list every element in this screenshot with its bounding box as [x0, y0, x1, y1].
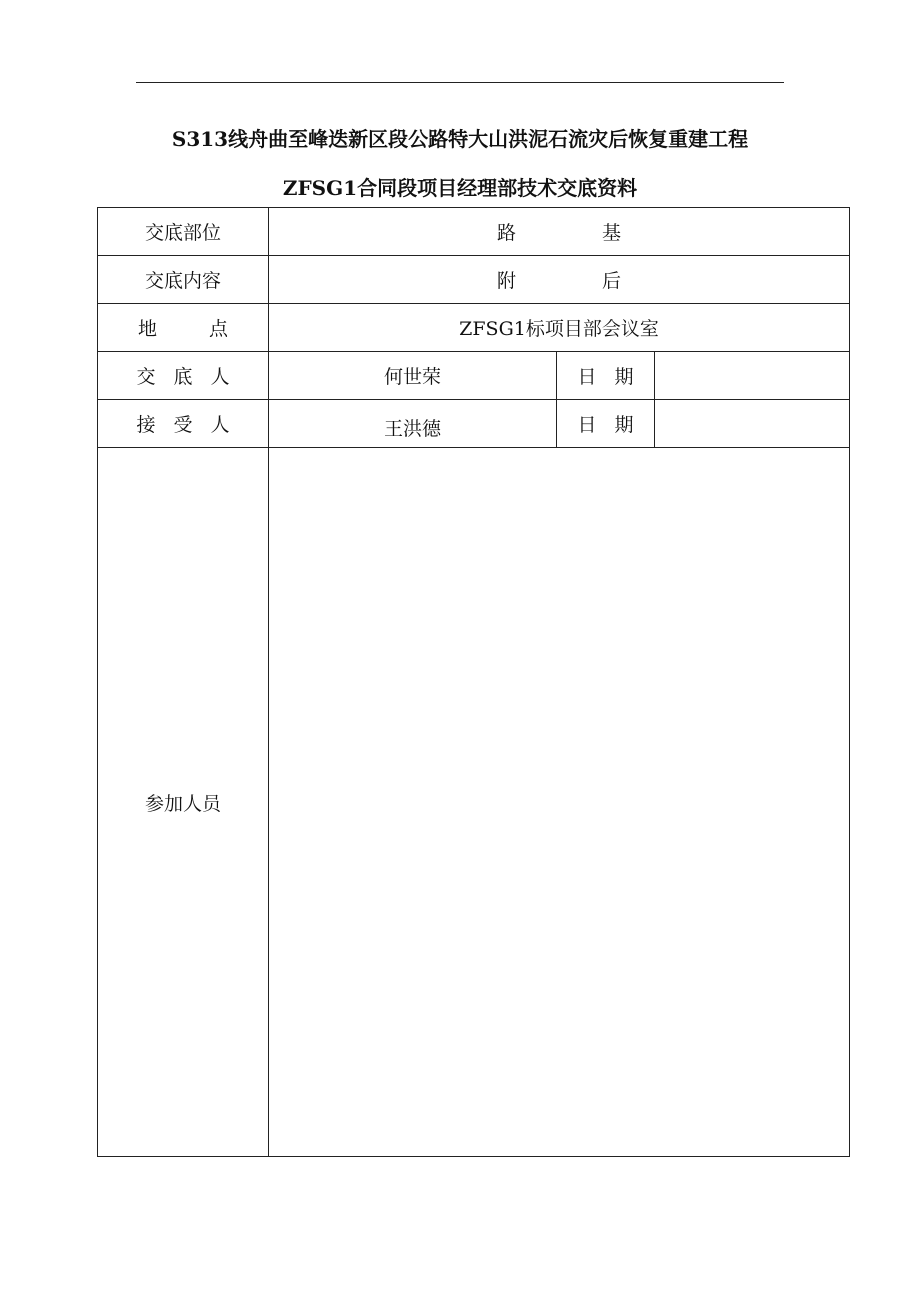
receiver-label-a: 接: [136, 414, 156, 436]
receiver-label: [98, 400, 269, 448]
row-receiver: [98, 400, 850, 448]
discloser-date-label-a: 日: [577, 366, 597, 388]
receiver-date-label-b: 期: [614, 414, 634, 436]
document-title-line1: S313线舟曲至峰迭新区段公路特大山洪泥石流灾后恢复重建工程: [171, 127, 749, 151]
part-value-a: 路: [496, 222, 516, 244]
participants-value: [269, 448, 850, 1157]
receiver-label-c: 人: [210, 414, 230, 436]
row-location: [98, 304, 850, 352]
part-label: 交底部位: [98, 208, 269, 256]
receiver-date-label: [557, 400, 655, 448]
discloser-label-c: 人: [210, 366, 230, 388]
discloser-label-b: 底: [173, 366, 193, 388]
receiver-date-value: [655, 400, 850, 448]
disclosure-table: [97, 207, 850, 1157]
content-value-a: 附: [496, 270, 516, 292]
content-label: 交底内容: [98, 256, 269, 304]
content-value-b: 后: [602, 270, 622, 292]
location-value: ZFSG1标项目部会议室: [269, 304, 850, 352]
document-title-line2: ZFSG1合同段项目经理部技术交底资料: [282, 176, 638, 200]
discloser-date-value: [655, 352, 850, 400]
receiver-name: 王洪德: [269, 400, 557, 448]
discloser-date-label: [557, 352, 655, 400]
part-value-b: 基: [602, 222, 622, 244]
row-discloser: [98, 352, 850, 400]
discloser-label: [98, 352, 269, 400]
discloser-label-a: 交: [136, 366, 156, 388]
part-value: [269, 208, 850, 256]
receiver-label-b: 受: [173, 414, 193, 436]
row-part: [98, 208, 850, 256]
content-value: [269, 256, 850, 304]
location-label: [98, 304, 269, 352]
receiver-date-label-a: 日: [577, 414, 597, 436]
row-content: [98, 256, 850, 304]
discloser-date-label-b: 期: [614, 366, 634, 388]
participants-label: 参加人员: [98, 448, 269, 1157]
top-rule: [136, 82, 784, 83]
location-label-b: 点: [209, 318, 229, 340]
discloser-name: 何世荣: [269, 352, 557, 400]
location-label-a: 地: [137, 318, 157, 340]
row-participants: [98, 448, 850, 1157]
